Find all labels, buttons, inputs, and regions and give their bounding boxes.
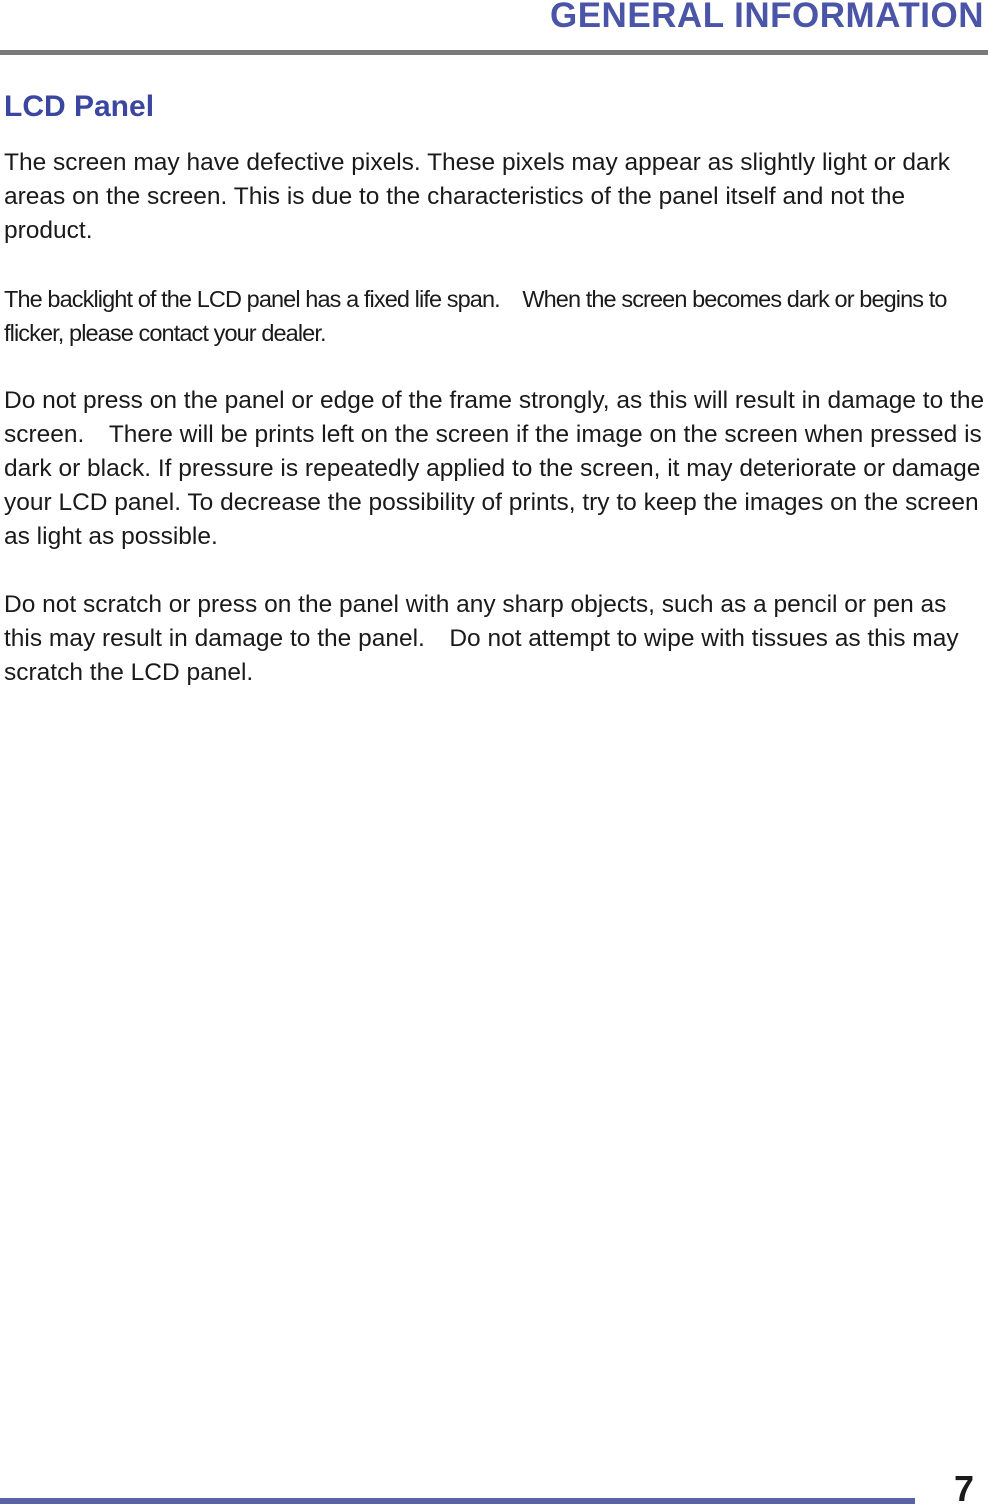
paragraph-defective-pixels: The screen may have defective pixels. These pixels may appear as slightly light or dark areas on the screen. This is due to the characteristics of the panel itself and not the product.	[4, 149, 950, 244]
paragraph-pressure: Do not press on the panel or edge of the frame strongly, as this will result in damage to the screen. There will be prints left on the screen if the image on the screen when pressed is dark or black. If pressure is repeatedly applied to the screen, it may deteriorate or damage your LCD panel. To decrease the possibility of prints, try to keep the images on the screen as light as possible.	[4, 387, 985, 550]
section-heading: LCD Panel	[4, 90, 155, 123]
paragraph-backlight: The backlight of the LCD panel has a fixed life span. When the screen becomes dark or begins to flicker, please contact your dealer.	[4, 286, 947, 346]
header-title: GENERAL INFORMATION	[549, 0, 984, 35]
header-divider	[0, 50, 988, 55]
paragraph-scratch: Do not scratch or press on the panel with any sharp objects, such as a pencil or pen as this may result in damage to the panel. Do not attempt to wipe with tissues as this may scratch the LCD panel.	[4, 591, 959, 686]
page-number: 7	[953, 1468, 974, 1509]
section-body	[4, 146, 986, 690]
footer-divider	[0, 1498, 915, 1504]
